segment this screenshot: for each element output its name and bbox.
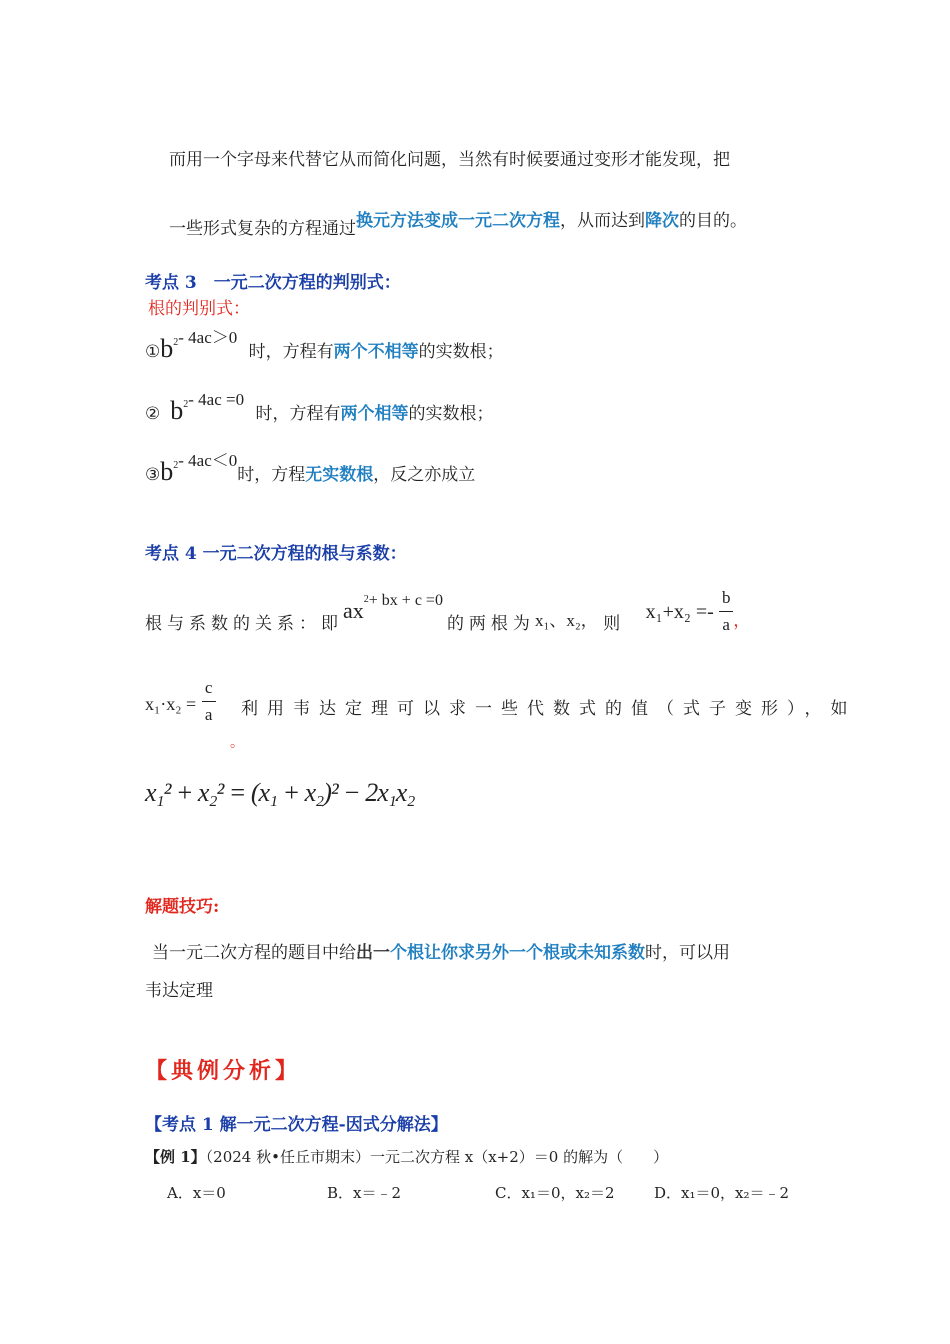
vieta-sum-fraction [719,588,733,634]
option-b: B．x＝﹣2 [327,1184,402,1202]
tips-text-2: 时，可以用 [645,943,730,963]
examples-header: 【典例分析】 [145,1058,302,1084]
option-a: A．x＝0 [167,1184,226,1202]
vieta-product-lhs: x₁·x₂ = [145,693,197,714]
tips-text-bold: 出一 [356,943,390,963]
kp4-title: 考点 4 一元二次方程的根与系数： [145,544,407,564]
item-number: ③ [145,465,161,485]
tips-title: 解题技巧: [145,897,220,917]
sum-of-squares-identity: x₁² + x₂² = (x₁ + x₂)² − 2x₁x₂ [145,778,415,807]
tips-text: 当一元二次方程的题目中给 [152,943,356,963]
fraction-bar [719,611,733,612]
eq-x: x [352,597,364,623]
tips-highlight: 个根让你求另外一个根或未知系数 [390,943,645,963]
roots: x₁、x₂， [534,610,598,630]
math-expression: - 4ac＞0 [178,328,238,347]
relation-text: 根与系数的关系：即 [145,613,343,634]
example-1 [145,1146,668,1167]
item-text-2: ，反之亦成立 [373,465,476,485]
intro-text-2: ，从而达到 [560,211,645,231]
math-b: b [170,396,184,425]
intro-line-1: 而用一个字母来代替它从而简化问题，当然有时候要通过变形才能发现，把 [169,150,730,170]
relation-text-2: 的两根为 [446,613,535,634]
eq-rest: + bx + c =0 [368,591,443,609]
tips-line-2: 韦达定理 [145,981,213,1001]
math-exponent: 2 [183,399,189,410]
fraction-denominator: a [722,614,730,634]
kp3-subtitle: 根的判别式： [148,299,250,319]
vieta-sum-lhs: x₁+x₂ =- [645,600,714,623]
item-text: 时，方程 [237,465,306,485]
example-label: 【例 1】 [145,1148,206,1166]
math-b: b [160,334,174,363]
option-c: C．x₁＝0，x₂＝2 [495,1184,615,1202]
math-exponent: 2 [173,460,179,471]
item-highlight: 无实数根 [305,465,374,485]
tips-line-1 [152,938,730,963]
then-text: 则 [603,613,621,634]
vieta-text: 利用韦达定理可以求一些代数式的值（式子变形），如 [241,698,857,719]
fraction-numerator: c [204,678,213,697]
discriminant-item-1 [145,328,504,364]
discriminant-item-2 [145,390,494,426]
product-tail: 。 [230,735,244,751]
fraction-numerator: b [721,588,731,607]
math-b: b [160,457,174,486]
item-number: ② [145,404,161,424]
eq-exponent: 2 [363,593,369,605]
math-expression: - 4ac =0 [188,390,245,409]
examples-kp-title: 【考点 1 解一元二次方程-因式分解法】 [145,1115,448,1135]
item-text: 时，方程有 [255,404,341,424]
fraction-bar [202,701,216,702]
item-highlight: 两个相等 [340,404,409,424]
eq-a: a [343,597,353,623]
intro-text: 一些形式复杂的方程通过 [169,219,356,239]
example-question: （2024 秋•任丘市期末）一元二次方程 x（x+2）＝0 的解为（ ） [205,1148,669,1166]
intro-highlight-reduce: 降次 [645,211,679,231]
sum-tail: ， [733,610,751,631]
math-exponent: 2 [173,337,179,348]
fraction-denominator: a [204,704,213,724]
kp3-title: 考点 3 一元二次方程的判别式： [145,273,401,293]
item-text-2: 的实数根； [418,342,504,362]
vieta-product-fraction [202,678,216,724]
item-text: 时，方程有 [248,342,334,362]
kp4-relation-line [145,576,751,634]
option-d: D．x₁＝0，x₂＝﹣2 [654,1184,790,1202]
discriminant-item-3 [145,451,476,487]
item-number: ① [145,342,161,362]
intro-text-3: 的目的。 [679,211,747,231]
intro-line-2 [169,211,747,239]
intro-highlight-substitution: 换元方法变成一元二次方程 [356,211,560,231]
kp4-product-line [145,678,857,724]
item-text-2: 的实数根； [408,404,494,424]
item-highlight: 两个不相等 [333,342,419,362]
math-expression: - 4ac＜0 [178,451,238,470]
